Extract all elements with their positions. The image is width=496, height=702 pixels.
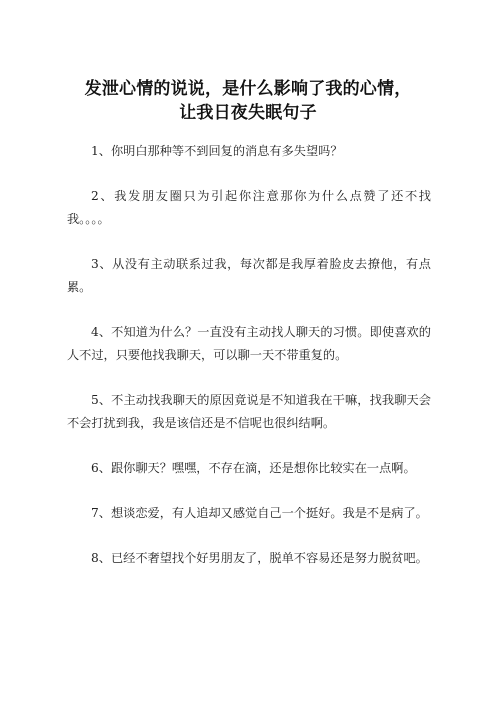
quote-item-3: 3、从没有主动联系过我，每次都是我厚着脸皮去撩他，有点累。 (67, 257, 431, 294)
quote-item-2: 2、我发朋友圈只为引起你注意那你为什么点赞了还不找我。。。。 (67, 189, 431, 226)
quote-item-1: 1、你明白那种等不到回复的消息有多失望吗？ (91, 144, 343, 158)
quote-item-8: 8、已经不奢望找个好男朋友了，脱单不容易还是努力脱贫吧。 (91, 551, 428, 565)
title-line-1: 发泄心情的说说，是什么影响了我的心情， (84, 79, 412, 99)
quote-list (67, 140, 431, 592)
document-title (40, 77, 456, 125)
quote-item-5: 5、不主动找我聊天的原因竟说是不知道我在干嘛，找我聊天会不会打扰到我，我是该信还是不信呢也很纠结啊。 (67, 393, 431, 430)
quote-item-7: 7、想谈恋爱，有人追却又感觉自己一个挺好。我是不是病了。 (91, 506, 428, 520)
quote-item-4: 4、不知道为什么？一直没有主动找人聊天的习惯。即使喜欢的人不过，只要他找我聊天，可以聊一天不带重复的。 (67, 325, 431, 362)
quote-item-6: 6、跟你聊天？嘿嘿，不存在滴，还是想你比较实在一点啊。 (91, 461, 416, 475)
title-line-2: 让我日夜失眠句子 (179, 103, 317, 123)
